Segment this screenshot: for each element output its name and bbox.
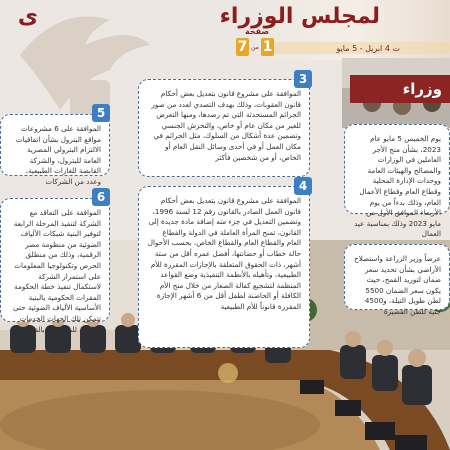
page-current: 1 xyxy=(262,39,273,55)
decision-card-2 xyxy=(344,244,450,316)
decision-card-1 xyxy=(344,124,450,239)
card-number-3: 3 xyxy=(294,70,312,88)
page-indicator xyxy=(236,36,274,58)
card-text: الموافقة على مشروع قانون بتعديل بعض أحكام قانون العمل الصادر بالقانون رقم 12 لسنة 1996، وتضمين التعديل في جزء منه إضافة مادة جديدة إلى القانون، تمنح المرأة العاملة في الدولة والقطاع العام والقطاع العام والقطاع الخاص، بحسب الأحوال حالة خطاب أو حضانتها، أفضل عمره أقل من ستة أشهر، ذات الحقوق المتعلقة بالإجازات المقررة للأم الطبيعية، وتأهيله بالأنظمة التنفيذية وضع القواعد المنظمة لتشجيع كفالة الصغار من خلال منح الأم الكافلة أو الحاضنة لطفل أقل من 6 أشهر الإجازة المقررة قانوناً للأم الطبيعية xyxy=(147,196,301,311)
card-text: يوم الخميس 5 مايو عام 2023، بشأن منح الأجر العاملين في الوزارات والمصالح والهيئات العامة ووحدات الإدارة المحلية وقطاع العام وقطاع الأعمال العام، وذلك بدءاً من يوم الأربعاء الموافق الأول من مايو 2023 وذلك بمناسبة عيد العمال xyxy=(354,134,441,239)
card-text: الموافقة على 6 مشروعات مواقع البترول بشأن اتفاقيات الالتزام البترولي المصرية العامة للبترول، والشركة القابضة للغازات الطبيعية، وعدد من الشركات xyxy=(15,124,101,186)
decision-card-4 xyxy=(138,186,310,348)
dateline: ت 4 ابريل - 5 مايو xyxy=(336,44,400,53)
page-title: لمجلس الوزراء xyxy=(219,4,380,29)
card-text: عرضاً وزير الزراعة واستصلاح الأراضي بشأن تحديد سعر ضمان لتوريد القمح، حيث يكون سعر الضمان 5500 لطن طويل التيلة، و4500 جنيه للطن القصيرة xyxy=(354,254,441,316)
page-total: 7 xyxy=(237,39,248,55)
header-title-prefix: ى xyxy=(17,4,38,29)
red-tag-text: وزراء xyxy=(402,80,442,98)
decision-card-3 xyxy=(138,79,310,177)
decision-card-5 xyxy=(0,114,110,186)
decision-card-6 xyxy=(0,198,110,334)
page-of-label: من xyxy=(251,43,259,51)
card-text: الموافقة على التعاقد مع الشركة لتنفيذ المرحلة الرابعة لتوفير البنية شبكات الألياف الضوئية من منظومة مصر الرقمية، وذلك من منطلق الحرص وتكنولوجيا المعلومات على استمرار الشركة لاستكمال تنفيذ خطة الحكومة المقرات الحكومية بالبنية الأساسية الألياف الضوئية حتى تتمكن تلك الجهات الخدمات الرقمية للمواطنين بالقدر xyxy=(12,208,101,334)
card-text: الموافقة على مشروع قانون بتعديل بعض أحكام قانون العقوبات، وذلك بهدف التصدي لعدد من صور الجرائم المستحدثة التي تم رصدها، ومنها التعرض للغير من مكان عام أو خاص، والتحرش الجنسي وتضمين عدة أشكال من السلوك، مثل الجرائم في مكان العمل أو في أحدى وسائل النقل العام أو الخاص، أو من شخصين فأكثر xyxy=(151,89,301,162)
page-label: صفحة xyxy=(245,27,270,36)
card-number-5: 5 xyxy=(92,104,110,122)
card-number-6: 6 xyxy=(92,188,110,206)
card-number-4: 4 xyxy=(294,177,312,195)
